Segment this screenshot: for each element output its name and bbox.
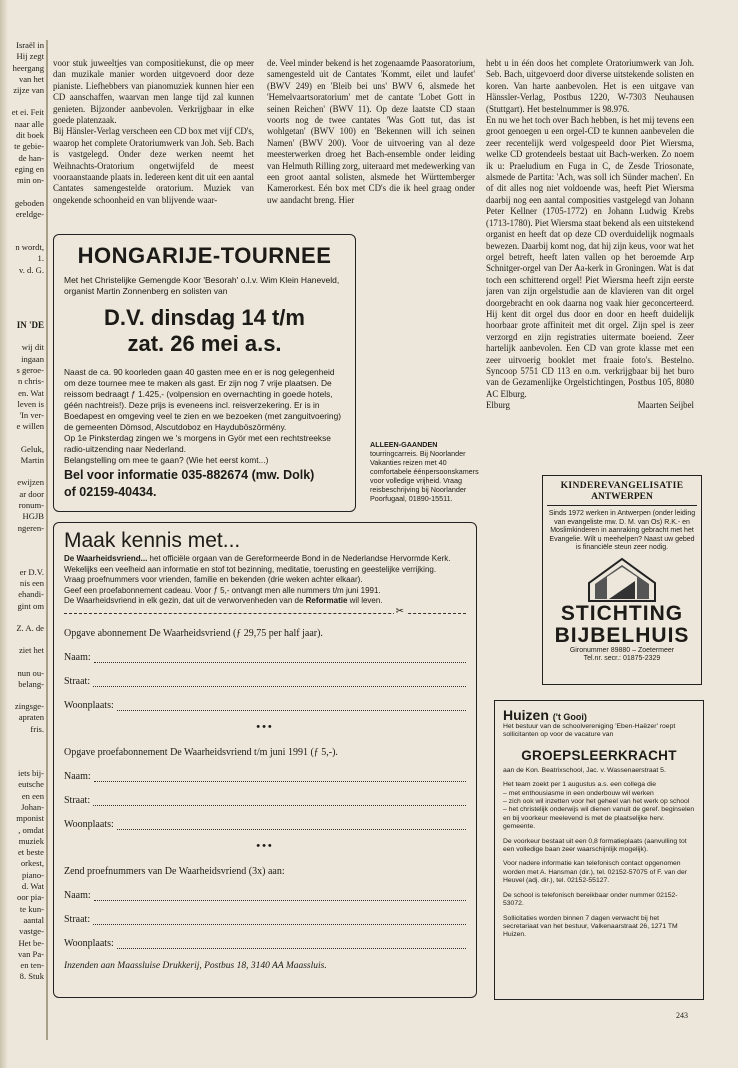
clipped-line: zijze van	[13, 85, 44, 96]
clipped-line: Johan-	[21, 801, 44, 812]
inzenden-address: Inzenden aan Maassluise Drukkerij, Postbus 18, 3140 AA Maassluis.	[64, 960, 327, 971]
clipped-line: HGJB	[22, 511, 44, 522]
form3-woonplaats-field[interactable]	[64, 938, 466, 949]
clipped-line: Israël in	[16, 40, 44, 50]
clipped-line: en een	[21, 790, 44, 801]
huizen-title: Huizen	[503, 707, 549, 723]
kinder-title: KINDEREVANGELISATIE	[560, 481, 684, 491]
kinder-tel: Tel.nr. secr.: 01875-2329	[583, 655, 661, 663]
clipped-line: belang-	[18, 678, 44, 689]
clipped-line: ngeren-	[17, 522, 44, 533]
form-proefnummers-title: Zend proefnummers van De Waarheidsvriend (3x) aan:	[64, 865, 285, 877]
clipped-line	[6, 534, 44, 545]
ad-alleen-gaanden	[370, 440, 482, 503]
field-dots	[94, 891, 466, 901]
clipped-line	[6, 433, 44, 444]
field-label: Naam:	[64, 889, 91, 901]
clipped-line: s geroe-	[16, 364, 44, 375]
clipped-line: nun ou-	[17, 667, 44, 678]
clipped-line: en ten-	[20, 960, 44, 971]
field-dots	[93, 796, 466, 806]
huizen-title-sub: ('t Gooi)	[552, 712, 587, 722]
clipped-line: Z. A. de	[16, 622, 44, 633]
form-abonnement-title: Opgave abonnement De Waarheidsvriend (ƒ 29,75 per half jaar).	[64, 627, 323, 639]
hongarije-body: Naast de ca. 90 koorleden gaan 40 gasten mee en er is nog gelegenheid om deze tournee mee te maken als gast. Er zijn nog 7 vrije plaatsen. De reissom bedraagt ƒ 1.425,- (volpension en overnachting in goede hotels, géén nachtreis!). Deze prijs is eveneens incl. reisverzekering. Er is in Boedapest en omgeving veel te zien en we bezoeken (met zanguitvoering) de gemeenten Dömsod, Alscutdoboz en Hayduböszörmény. Op 1e Pinksterdag zingen we 's morgens in Györ met een rechtstreekse radio-uitzending naar Nederland. Belangstelling om mee te gaan? (Wie het eerst komt...)	[64, 367, 342, 465]
hongarije-date-2: zat. 26 mei a.s.	[127, 331, 282, 356]
form-proefabonnement-title: Opgave proefabonnement De Waarheidsvriend t/m juni 1991 (ƒ 5,-).	[64, 746, 338, 758]
field-dots	[94, 653, 466, 663]
form1-straat-field[interactable]	[64, 676, 466, 687]
page-number: 243	[676, 1011, 688, 1020]
clipped-line: e willen	[16, 421, 44, 432]
field-label: Naam:	[64, 770, 91, 782]
form2-naam-field[interactable]	[64, 771, 466, 782]
clipped-line: en. Wat	[18, 387, 44, 398]
clipped-line: eging en	[14, 163, 44, 174]
clipped-line: Het be-	[18, 937, 44, 948]
clipped-line: dit boek	[16, 130, 44, 141]
clipped-line: min on-	[17, 175, 44, 186]
clipped-line: orkest,	[20, 858, 44, 869]
field-label: Straat:	[64, 675, 91, 687]
clipped-line: ziet het	[18, 645, 44, 656]
huizen-p1: Het team zoekt per 1 augustus a.s. een collega die – met enthousiasme in een onderbouw wil werken – zich ook wil inzetten voor het geheel van het werk op school – het christelijk onderwijs wil dienen vanuit de geref. beginselen en bij voorkeur meelevend is met de plaatselijke herv. gemeente.	[503, 781, 695, 831]
field-label: Straat:	[64, 794, 91, 806]
hongarije-phone-2: of 02159-40434.	[64, 485, 157, 499]
clipped-line: zingsge-	[14, 701, 44, 712]
form2-straat-field[interactable]	[64, 795, 466, 806]
clipped-line	[6, 634, 44, 645]
article-column-2: de. Veel minder bekend is het zogenaamde Paasoratorium, samengesteld uit de Cantates 'Kommt, eilet und laufet' (BWV 249) en 'Bleib bei uns' BWV 6, alsmede het 'Hemelvaartsoratorium' met de cantate 'Lobet Gott in seinen Reichen' (BWV 11). Op deze laatste CD staan voorts nog de twee cantates 'Was Gott tut, das ist wohlgetan' (BWV 100) en 'Bekennen will ich seinen Namen' (BWV 200). Voor de uitvoering van al deze meesterwerken droeg het Bach-ensemble onder leiding van Helmuth Rilling zorg, uiteraard met medewerking van een groot aantal solisten, alsmede het Württemberger Kamerorkest. Eén box met CD's die ik heel graag onder uw aandacht breng. Hier	[267, 58, 475, 205]
field-dots	[117, 820, 466, 830]
clipped-line: d. Wat	[21, 881, 44, 892]
clipped-line: geboden	[14, 197, 44, 208]
article-column-3	[486, 58, 694, 466]
field-dots	[117, 701, 466, 711]
clipped-line	[6, 220, 44, 231]
clipped-line: van het	[18, 73, 44, 84]
clipped-line	[6, 309, 44, 320]
huizen-p2: De voorkeur bestaat uit een 0,8 formatieplaats (aanvulling tot een volledige baan zeer waarschijnlijk mogelijk).	[503, 837, 687, 854]
clipped-line: leven is	[17, 398, 44, 409]
hongarije-phone-1: Bel voor informatie 035-882674 (mw. Dolk)	[64, 468, 315, 482]
clipped-line: wij dit	[21, 342, 44, 353]
clipped-line: er D.V.	[19, 566, 44, 577]
ad-kinderevangelisatie	[542, 475, 702, 685]
field-label: Straat:	[64, 913, 91, 925]
clipped-line: heergang	[12, 62, 44, 73]
form3-naam-field[interactable]	[64, 890, 466, 901]
ad-maak-kennis	[53, 522, 477, 998]
kinder-subtitle: ANTWERPEN	[547, 492, 697, 506]
clipped-line	[6, 746, 44, 757]
clipped-line: te gebie-	[14, 141, 44, 152]
field-dots	[93, 677, 466, 687]
clipped-line: mponist	[16, 813, 44, 824]
scissors-icon: ✂	[395, 605, 404, 617]
clipped-line: ingaan	[21, 353, 44, 364]
clipped-line: aantal	[23, 914, 44, 925]
stichting-label: STICHTING	[560, 601, 684, 625]
article-column-1: voor stuk juweeltjes van compositiekunst, die op meer dan muzikale manier worden uitgevoerd door deze pianiste. Liefhebbers van pianomuziek kunnen hier een CD aanschaffen, waarvan men lange tijd zal kunnen genieten. Bijzonder aanbevolen. Verkrijgbaar in elke goede platenzaak. Bij Hänsler-Verlag verscheen een CD box met vijf CD's, waarop het complete Oratoriumwerk van Joh. Seb. Bach is vastgelegd. Onder deze werken neemt het Weihnachts-Oratorium ongetwijfeld de meest vooraanstaande plaats in. Iedereen kent dit uit een aantal Cantates samengestelde oratorium. Muziek van ongekende schoonheid en van blijvende waar-	[53, 58, 254, 205]
clipped-line	[6, 187, 44, 198]
clipped-line: Martin	[20, 455, 44, 466]
clipped-line	[6, 331, 44, 342]
clipped-line: n wordt,	[15, 242, 44, 253]
field-dots	[94, 772, 466, 782]
clipped-line	[6, 735, 44, 746]
clipped-line: 8. Stuk	[19, 971, 44, 982]
huizen-p5: Sollicitaties worden binnen 7 dagen verwacht bij het secretariaat van het bestuur, Valkenaarstraat 26, 1271 TM Huizen.	[503, 914, 678, 939]
field-label: Naam:	[64, 651, 91, 663]
huizen-p4: De school is telefonisch bereikbaar onder nummer 02152-53072.	[503, 891, 678, 908]
huizen-title-line	[503, 707, 695, 723]
clipped-line	[6, 276, 44, 287]
alleen-text: tourringcarreis. Bij Noorlander Vakanties reizen met 40 comfortabele éénpersoonskamers voor volledige vrijheid. Vraag reisbeschrijving bij Noorlander Poorfugaal, 01890-15511.	[370, 449, 479, 503]
clipped-line: et beste	[17, 847, 44, 858]
signature-place: Elburg	[486, 400, 510, 411]
maak-intro: het officiële orgaan van de Gereformeerde Bond in de Nederlandse Hervormde Kerk. Wekelijks een veelheid aan informatie en stof tot bezinning, meditatie, toerusting en geestelijke verrijking. Vraag proefnummers voor vrienden, familie en bekenden (drie weken achter elkaar). Geef een proefabonnement cadeau. Voor ƒ 5,- ontvangt men alle nummers t/m juni 1991. De Waarheidsvriend in elk gezin, dat uit de verworvenheden van de	[64, 554, 451, 606]
huizen-intro: Het bestuur van de schoolvereniging 'Eben-Haëzer' roept sollicitanten op voor de vacature van	[503, 723, 676, 739]
field-label: Woonplaats:	[64, 699, 114, 711]
maak-body	[64, 554, 466, 607]
maak-intro-end: wil leven.	[347, 596, 383, 606]
clipped-line: 'In ver-	[19, 410, 44, 421]
clipped-line: muziek	[18, 835, 44, 846]
clipped-line: n chris-	[17, 376, 44, 387]
clipped-line: de han-	[18, 152, 44, 163]
bijbelhuis-label: BIJBELHUIS	[554, 623, 690, 647]
cut-line	[64, 605, 466, 617]
clipped-line: et ei. Feit	[11, 107, 44, 118]
clipped-line: fris.	[30, 723, 44, 734]
clipped-line: ehandi-	[18, 589, 44, 600]
signature-author: Maarten Seijbel	[637, 400, 694, 411]
kinder-giro: Gironummer 89880 – Zoetermeer	[569, 646, 675, 654]
clipped-line: ewijzen	[17, 477, 44, 488]
form1-naam-field[interactable]	[64, 652, 466, 663]
clipped-line	[6, 287, 44, 298]
clipped-line	[6, 466, 44, 477]
field-dots	[117, 939, 466, 949]
clipped-line: van Pa-	[17, 948, 44, 959]
separator: •••	[256, 720, 274, 733]
form1-woonplaats-field[interactable]	[64, 700, 466, 711]
clipped-line: Hij zegt	[16, 51, 44, 62]
clipped-line: Geluk,	[20, 443, 44, 454]
ad-huizen-vacature	[494, 700, 704, 1000]
clipped-line: apraten	[18, 712, 44, 723]
clipped-line	[6, 556, 44, 567]
house-logo-icon	[587, 557, 657, 603]
column-gutter	[46, 40, 48, 1040]
article-column-3-text: hebt u in één doos het complete Oratoriumwerk van Joh. Seb. Bach, uitgevoerd door diverse uitstekende solisten en koren. Van harte aanbevolen. Het is een uitgave van Hänssler-Verlag, Postbus 1220, W-7303 Neuhausen (Stuttgart). Het bestelnummer is 98.976. En nu we het toch over Bach hebben, is het mij tevens een groot genoegen u een orgel-CD te kunnen aanbevelen die zeer recentelijk werd volgespeeld door Piet Wiersma, welke CD grotendeels bestaat uit Bach-werken. Zo noem ik u: Praeludium en Fuga in C, de Zesde Triosonate, alsmede de Partita: 'Ach, was soll ich Sünder machen'. En of dit alles nog niet voldoende was, heeft Piet Wiersma daarbij nog een aantal composities vastgelegd van Johann Peter Kellner (1705-1772) en Johann Ludwig Krebs (1713-1780). Piet Wiersma staat bekend als een uitstekend organist en heeft dat op deze CD overduidelijk nogmaals bewezen. Daarbij komt nog, dat hij zijn keus, voor wat het orgel betreft, heeft laten vallen op het beroemde Arp Schnitger-orgel van Der Aa-kerk in Groningen. Wat is dat toch een schitterend orgel! Piet Wiersma heeft zijn eerste jaren van zijn orgelstudie aan de klavieren van dit orgel doorgebracht en ook daarna nog vaak hier geconcerteerd. Hij kent dit orgel dus door en door en heeft duidelijk hoorbaar grote affiniteit met dit orgel. Zijn spel is zeer verzorgd en zijn registraties uitermate boeiend. Zeer hartelijk aanbevolen. Een CD van grote klasse met een zeer uitvoerig booklet met fraaie foto's. Bestelno. Syncoop 5751 CD 113 en o.m. verkrijgbaar bij het buro van de Gezamenlijke Orgelstichtingen, Postbus 105, 8080 AC Elburg.	[486, 58, 694, 399]
clipped-line: ronum-	[18, 499, 44, 510]
clipped-left-column	[6, 40, 44, 1030]
field-label: Woonplaats:	[64, 937, 114, 949]
clipped-line: iets bij-	[17, 768, 44, 779]
clipped-line	[6, 757, 44, 768]
clipped-line: oor pia-	[17, 892, 44, 903]
huizen-heading: GROEPSLEERKRACHT	[521, 747, 677, 763]
clipped-line	[6, 612, 44, 623]
field-label: Woonplaats:	[64, 818, 114, 830]
clipped-line	[6, 545, 44, 556]
alleen-head: ALLEEN-GAANDEN	[370, 440, 438, 449]
maak-intro-bold: De Waarheidsvriend...	[64, 554, 148, 563]
clipped-line	[6, 96, 44, 107]
clipped-line	[6, 657, 44, 668]
signature-line	[486, 400, 694, 411]
field-dots	[93, 915, 466, 925]
hongarije-date-1: D.V. dinsdag 14 t/m	[104, 305, 305, 330]
clipped-line: IN 'DE	[16, 320, 44, 331]
hongarije-intro: Met het Christelijke Gemengde Koor 'Besorah' o.l.v. Wim Klein Haneveld, organist Martin Zonnenberg en solisten van	[64, 275, 340, 296]
clipped-line: v. d. G.	[19, 264, 44, 275]
clipped-line: nis een	[19, 578, 44, 589]
huizen-school: aan de Kon. Beatrixschool, Jac. v. Wassenaerstraat 5.	[503, 766, 666, 774]
maak-title: Maak kennis met...	[64, 529, 241, 552]
clipped-line: piano-	[22, 869, 44, 880]
clipped-line: eutsche	[18, 779, 44, 790]
kinder-body: Sinds 1972 werken in Antwerpen (onder leiding van evangeliste mw. D. M. van Os) R.K.- en Moslimkinderen in aanraking gebracht met het Evangelie. Wilt u meehelpen? Naast uw gebed is financiële steun zeer nodig.	[548, 510, 696, 552]
form3-straat-field[interactable]	[64, 914, 466, 925]
clipped-line: te kun-	[19, 903, 44, 914]
clipped-line: ar door	[19, 488, 44, 499]
clipped-line	[6, 298, 44, 309]
clipped-line	[6, 690, 44, 701]
ad-hongarije-tournee	[53, 234, 356, 512]
clipped-line	[6, 231, 44, 242]
clipped-line: naar alle	[14, 118, 44, 129]
form2-woonplaats-field[interactable]	[64, 819, 466, 830]
clipped-line: gint om	[17, 600, 44, 611]
clipped-line: ereldge-	[15, 208, 44, 219]
clipped-line: vastge-	[19, 926, 44, 937]
clipped-line: 1.	[37, 253, 44, 264]
clipped-line: , omdat	[18, 824, 44, 835]
hongarije-title: HONGARIJE-TOURNEE	[77, 243, 332, 268]
separator: •••	[256, 839, 274, 852]
huizen-p3: Voor nadere informatie kan telefonisch contact opgenomen worden met A. Hansman (dir.), tel. 02152-57075 of F. van der Heuvel (adj. dir.), tel. 02152-55127.	[503, 860, 687, 885]
maak-reformatie: Reformatie	[305, 596, 348, 606]
